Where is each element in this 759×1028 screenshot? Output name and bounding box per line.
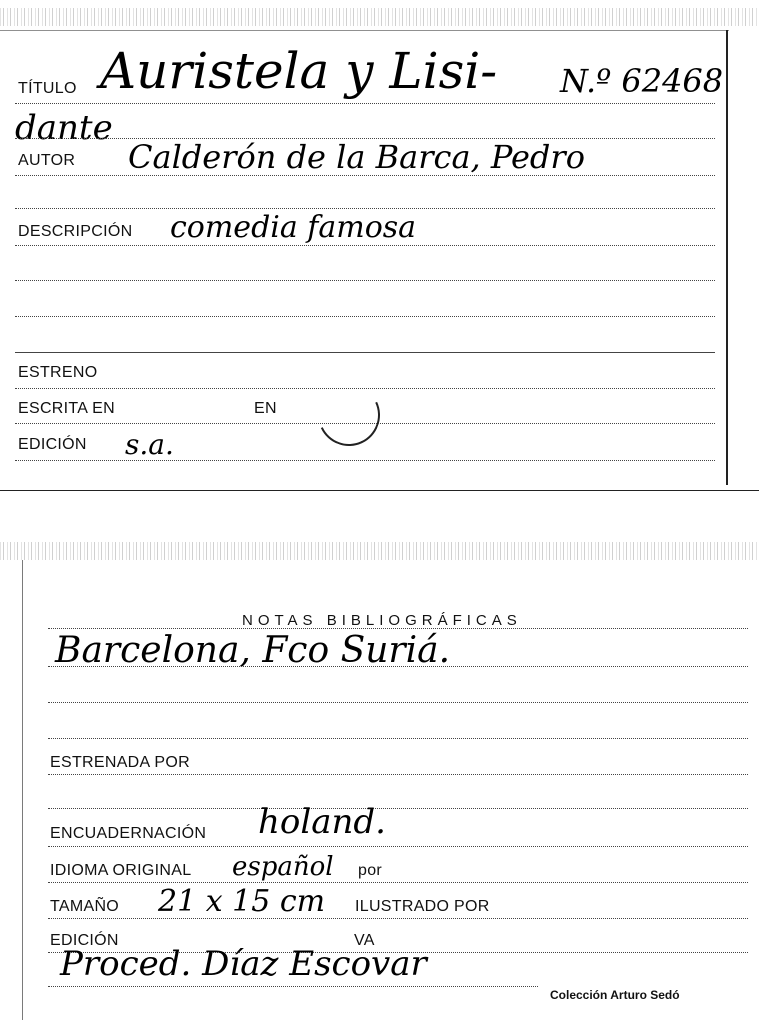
catalog-card-top bbox=[0, 0, 759, 495]
tamano-label: TAMAÑO bbox=[50, 898, 120, 915]
descripcion-rule-3 bbox=[15, 316, 715, 317]
tamano-value: 21 x 15 cm bbox=[158, 884, 326, 919]
edicion-label-bottom: EDICIÓN bbox=[50, 932, 119, 949]
notes-rule-1 bbox=[48, 628, 748, 629]
notas-heading: NOTAS BIBLIOGRÁFICAS bbox=[242, 612, 522, 629]
va-label: VA bbox=[354, 932, 375, 949]
encuadernacion-label: ENCUADERNACIÓN bbox=[50, 825, 207, 842]
ilustrado-label: ILUSTRADO POR bbox=[355, 898, 490, 915]
notes-rule-2 bbox=[48, 666, 748, 667]
notes-value: Barcelona, Fco Suriá. bbox=[55, 630, 451, 671]
descripcion-rule bbox=[15, 245, 715, 246]
autor-value: Calderón de la Barca, Pedro bbox=[128, 138, 585, 176]
encuadernacion-value: holand. bbox=[258, 802, 386, 842]
scan-noise-top bbox=[0, 8, 759, 26]
estreno-label: ESTRENO bbox=[18, 364, 98, 381]
provenance-value: Proced. Díaz Escovar bbox=[60, 944, 427, 984]
edicion-value: s.a. bbox=[125, 428, 174, 461]
card-top-edge bbox=[0, 30, 729, 31]
por-label: por bbox=[358, 862, 383, 879]
en-label: EN bbox=[254, 400, 277, 417]
catalog-number: N.º 62468 bbox=[560, 62, 724, 100]
descripcion-rule-2 bbox=[15, 280, 715, 281]
encuadernacion-rule bbox=[48, 846, 748, 847]
tamano-rule bbox=[48, 918, 748, 919]
collection-credit: Colección Arturo Sedó bbox=[550, 988, 680, 1002]
card-right-border bbox=[726, 30, 728, 485]
autor-rule bbox=[15, 175, 715, 176]
escrita-en-label: ESCRITA EN bbox=[18, 400, 115, 417]
idioma-rule bbox=[48, 882, 748, 883]
titulo-rule bbox=[15, 103, 715, 104]
autor-label: AUTOR bbox=[18, 152, 76, 169]
idioma-value: español bbox=[232, 852, 334, 882]
estrenada-por-label: ESTRENADA POR bbox=[50, 754, 190, 771]
descripcion-label: DESCRIPCIÓN bbox=[18, 223, 133, 240]
edicion-label: EDICIÓN bbox=[18, 436, 87, 453]
titulo-value-line1: Auristela y Lisi- bbox=[100, 42, 498, 100]
estrenada-rule-2 bbox=[48, 808, 748, 809]
edicion-rule bbox=[15, 460, 715, 461]
idioma-label: IDIOMA ORIGINAL bbox=[50, 862, 192, 879]
autor-rule-2 bbox=[15, 208, 715, 209]
card-bottom-edge bbox=[0, 490, 759, 491]
descripcion-value: comedia famosa bbox=[170, 210, 417, 245]
notes-rule-4 bbox=[48, 738, 748, 739]
estrenada-rule bbox=[48, 774, 748, 775]
provenance-rule bbox=[48, 986, 538, 987]
descripcion-rule-4 bbox=[15, 352, 715, 353]
titulo-label: TÍTULO bbox=[18, 80, 77, 97]
escrita-rule bbox=[15, 423, 715, 424]
card-left-border bbox=[22, 560, 23, 1020]
notes-rule-3 bbox=[48, 702, 748, 703]
titulo-value-line2: dante bbox=[15, 108, 113, 148]
scan-noise-bottom bbox=[0, 542, 759, 560]
catalog-card-bottom bbox=[0, 540, 759, 1028]
